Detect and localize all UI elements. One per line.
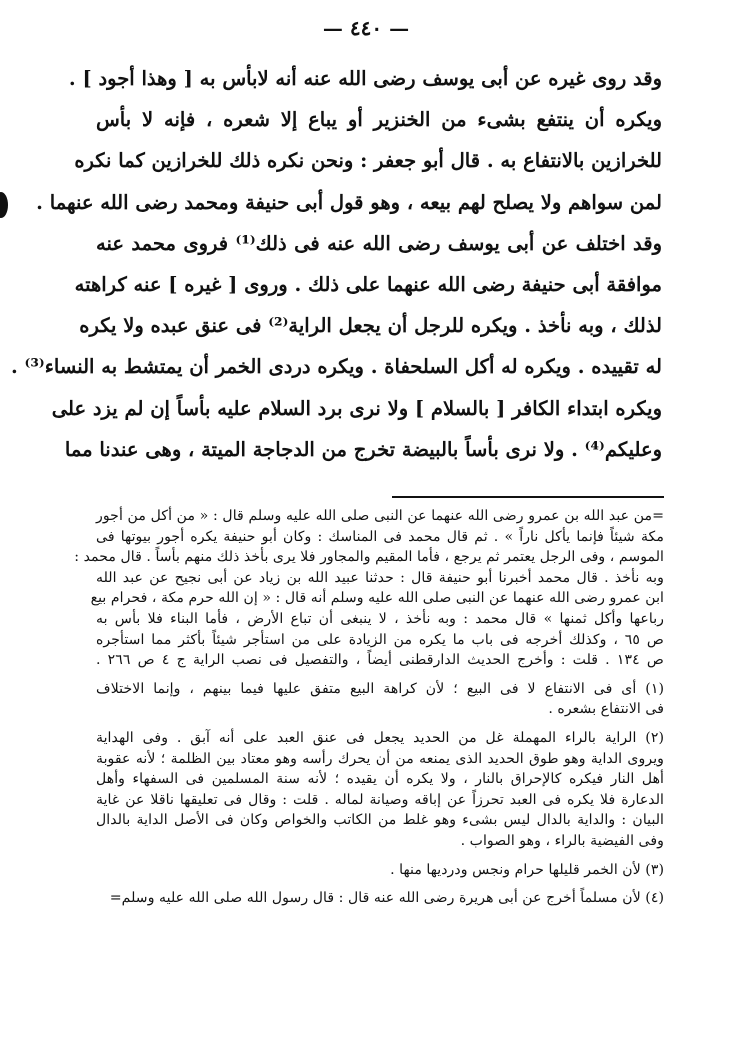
text-line: وقد روى غيره عن أبى يوسف رضى الله عنه أنه لابأس به [ وهذا أجود ] . <box>68 67 662 90</box>
text-line: لمن سواهم ولا يصلح لهم بيعه ، وهو قول أبى حنيفة ومحمد رضى الله عنهما . <box>36 190 662 214</box>
text-line: للخرازين بالانتفاع به . قال أبو جعفر : ونحن نكره ذلك للخرازين كما نكره <box>74 149 662 173</box>
text-line: له تقييده . ويكره له أكل السلحفاة . ويكره دردى الخمر أن يمتشط به النساء⁽³⁾ . <box>10 355 662 379</box>
footnote-continuation-line: مكة شيئاً فإنما يأكل ناراً » . ثم قال محمد فى المناسك : وكان أبو حنيفة يكره أجور بيوتها فى <box>96 528 664 545</box>
footnote-2-line: أهل النار فيكره كالإحراق بالنار ، ولا يكره أن يقيده ؛ لأنه سنة المسلمين فى السفهاء وأهل <box>96 771 664 788</box>
footnote-continuation-line: وبه نأخذ . قال محمد أخبرنا أبو حنيفة قال : حدثنا عبيد الله بن زياد عن أبى نجيح عن عبد الله <box>96 569 664 586</box>
footnote-continuation-line: =من عبد الله بن عمرو رضى الله عنهما عن النبى صلى الله عليه وسلم قال : « من أكل من أجور <box>96 508 664 524</box>
footnote-3: (٣) لأن الخمر قليلها حرام ونجس ودرديها منها . <box>390 861 664 878</box>
text-line: ويكره أن ينتفع بشىء من الخنزير أو يباع إلا شعره ، فإنه لا بأس <box>96 108 662 132</box>
footnote-continuation-line: رباعها وأكل ثمنها » قال محمد : وبه نأخذ ، لا ينبغى أن تباع الأرض ، فأما البناء فلا بأس به <box>96 610 664 627</box>
text-line: ويكره ابتداء الكافر [ بالسلام ] ولا نرى برد السلام عليه بأساً إن لم يزد على <box>51 396 662 420</box>
footnote-1-line: (١) أى فى الانتفاع لا فى البيع ؛ لأن كراهة البيع متفق عليها فيما بينهم ، وإنما الاختلاف <box>96 680 664 697</box>
text-line: لذلك ، وبه نأخذ . ويكره للرجل أن يجعل الراية⁽²⁾ فى عنق عبده ولا يكره <box>79 314 662 338</box>
footnote-2-line: ويروى الداية وهو طوق الحديد الذى يمنعه من أن يحرك رأسه وهو معتاد بين الظلمة ؛ لأنه عقوبة <box>96 750 664 767</box>
footnote-2-line: البيان : والداية بالدال ليس بشىء وهو غلط من الكاتب والخواص وكان فى الأصل الداية بالدال <box>96 812 664 829</box>
footnote-1-line: فى الانتفاع بشعره . <box>548 701 664 718</box>
footnote-continuation-line: ص ٦٥ ، وكذلك أخرجه فى باب ما يكره من الزيادة على من استأجر شيئاً بأكثر مما استأجره <box>96 631 664 648</box>
footnote-continuation-line: الموسم ، وفى الرجل يعتمر ثم يرجع ، فأما المقيم والمجاور فلا يرى بأخذ ذلك منهم بأساً . قال محمد : <box>74 549 664 566</box>
text-line: وعليكم⁽⁴⁾ . ولا نرى بأساً بالبيضة تخرج من الدجاجة الميتة ، وهى عندنا مما <box>64 437 662 461</box>
footnote-2-line: (٢) الراية بالراء المهملة غل من الحديد يجعل فى عنق العبد على أنه آبق . وفى الهداية <box>96 729 664 746</box>
footnote-continuation-line: ص ١٣٤ . قلت : وأخرج الحديث الدارقطنى أيضاً ، والتفصيل فى نصب الراية ج ٤ ص ٢٦٦ . <box>96 652 664 669</box>
footnote-divider <box>392 496 664 498</box>
footnote-4: (٤) لأن مسلماً أخرج عن أبى هريرة رضى الله عنه قال : قال رسول الله صلى الله عليه وسلم= <box>109 890 664 907</box>
footnote-2-line: الدعارة فلا يكره فى العبد تحرزاً عن إباقه وصيانة لماله . قلت : وقال فى تعليقها ناقلا عن غاية <box>96 791 664 808</box>
footnote-continuation-line: ابن عمرو رضى الله عنهما عن النبى صلى الله عليه وسلم أنه قال : « إن الله حرم مكة ، فحرام بيع <box>90 590 664 607</box>
page-number: — ٤٤٠ — <box>322 16 410 40</box>
main-text <box>10 58 663 470</box>
footnotes <box>74 506 664 909</box>
text-line: موافقة أبى حنيفة رضى الله عنهما على ذلك . وروى [ غيره ] عنه كراهته <box>74 273 662 297</box>
text-line: وقد اختلف عن أبى يوسف رضى الله عنه فى ذلك⁽¹⁾ فروى محمد عنه <box>96 231 663 255</box>
footnote-2-line: وفى الفيضية بالراء ، وهو الصواب . <box>460 832 664 849</box>
scan-margin-mark <box>0 192 8 218</box>
